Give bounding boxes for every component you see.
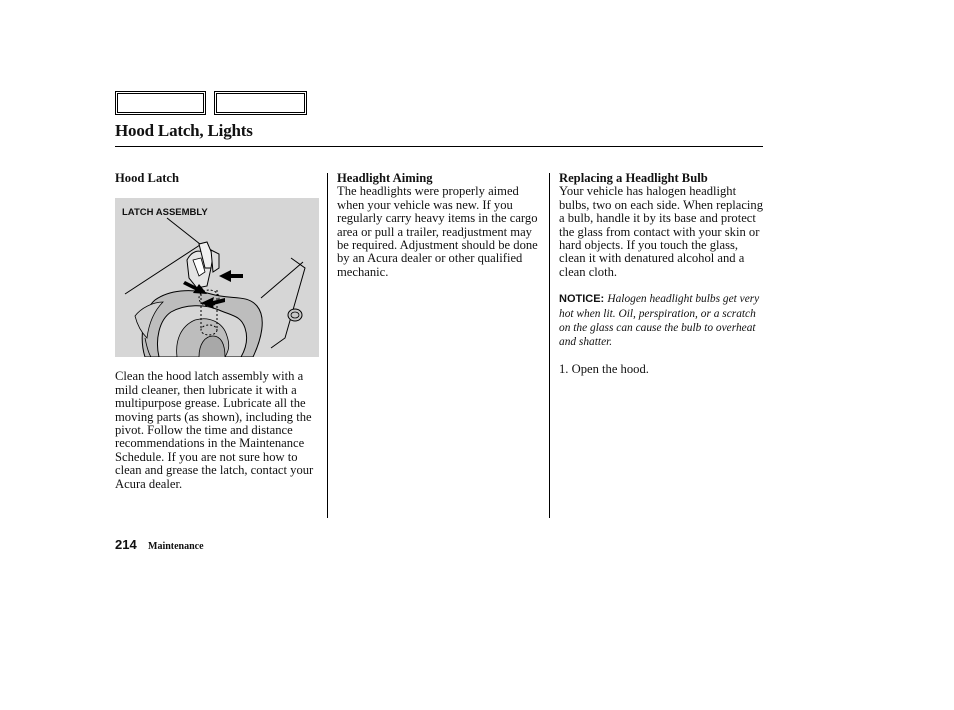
page-number: 214 xyxy=(115,537,137,552)
column-hood-latch xyxy=(115,172,321,491)
title-rule xyxy=(115,146,763,147)
hood-latch-illustration-icon xyxy=(115,198,319,357)
section-tab-box xyxy=(115,91,206,115)
figure-label: LATCH ASSEMBLY xyxy=(122,207,208,219)
section-heading: Headlight Aiming xyxy=(337,171,433,185)
notice-label: NOTICE: xyxy=(559,293,605,306)
section-heading: Replacing a Headlight Bulb xyxy=(559,171,708,185)
column-divider xyxy=(549,173,550,518)
body-paragraph: The headlights were properly aimed when your vehicle was new. If you regularly carry heavy items in the cargo area or pull a trailer, readjustment may be required. Adjustment should be done by an Acura dealer or other qualified mechanic. xyxy=(337,184,538,279)
column-divider xyxy=(327,173,328,518)
column-replacing-headlight-bulb xyxy=(559,172,764,376)
section-tab-box xyxy=(214,91,307,115)
notice-block xyxy=(559,292,764,350)
footer-section-name: Maintenance xyxy=(148,541,204,552)
section-heading: Hood Latch xyxy=(115,171,180,185)
body-paragraph: Your vehicle has halogen headlight bulbs, two on each side. When replacing a bulb, handle it by its base and protect the glass from contact with your skin or hard objects. If you touch the glass, clean it with denatured alcohol and a clean cloth. xyxy=(559,184,764,279)
page-title: Hood Latch, Lights xyxy=(115,121,253,140)
body-paragraph: Clean the hood latch assembly with a mild cleaner, then lubricate it with a multipurpose grease. Lubricate all the moving parts (as shown), including the pivot. Follow the time and distance recommendations in the Maintenance Schedule. If you are not sure how to clean and grease the latch, contact your Acura dealer. xyxy=(115,369,314,491)
column-headlight-aiming xyxy=(337,172,541,279)
latch-assembly-figure xyxy=(115,198,319,357)
notice-text: Halogen headlight bulbs get very hot when lit. Oil, perspiration, or a scratch on the glass can cause the bulb to overheat and shatter. xyxy=(559,293,760,349)
step-item: 1. Open the hood. xyxy=(559,361,649,376)
